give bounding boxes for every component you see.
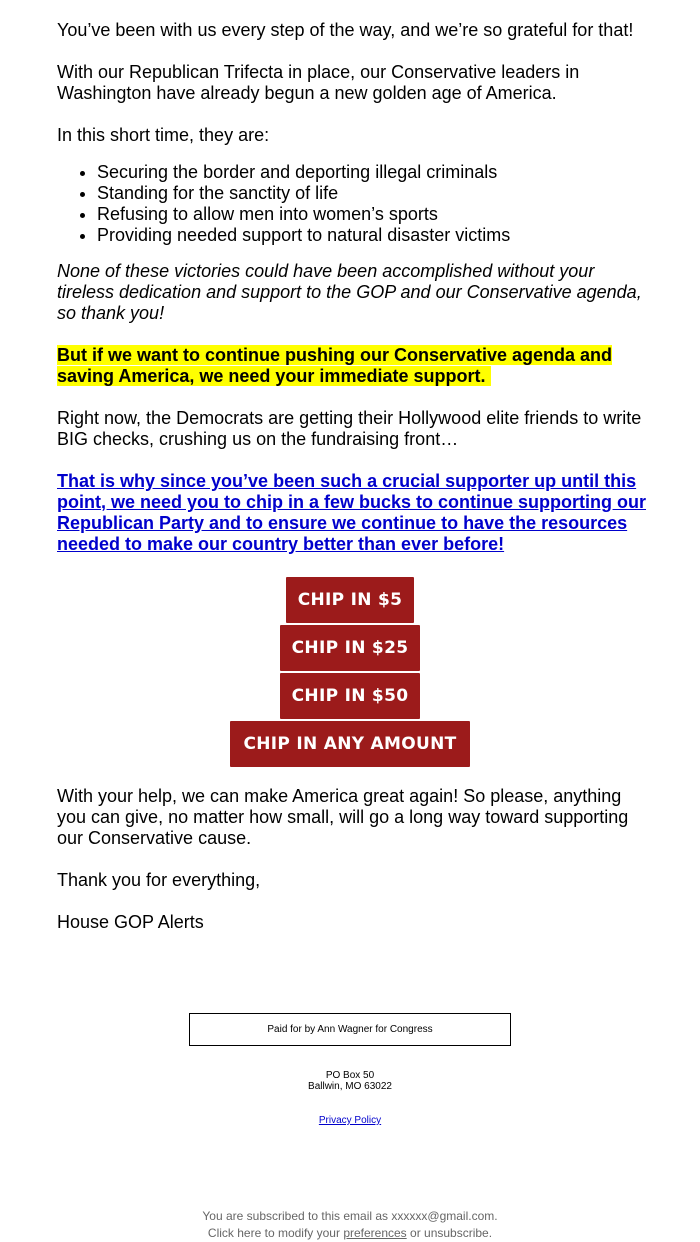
paragraph-help: With your help, we can make America great again! So please, anything you can give, no matter how small, will go a long way toward supporting our Conservative cause.: [57, 786, 629, 848]
list-item: • Refusing to allow men into women’s sports: [97, 204, 647, 225]
subscribed-text: You are subscribed to this email as: [202, 1209, 392, 1223]
signature: House GOP Alerts: [57, 912, 204, 932]
chip-in-25-button[interactable]: CHIP IN $25: [280, 625, 420, 671]
subscription-notice: [0, 1208, 700, 1242]
modify-text: Click here to modify your: [207, 1226, 344, 1240]
chip-in-any-amount-button[interactable]: CHIP IN ANY AMOUNT: [230, 721, 470, 767]
subscriber-email: xxxxxx@gmail.com: [391, 1209, 495, 1223]
paragraph-thank-you: None of these victories could have been accomplished without your tireless dedication and support to the GOP and our Conservative agenda, so thank you!: [57, 261, 642, 323]
mailing-address: [0, 1070, 700, 1092]
preferences-link[interactable]: preferences: [343, 1226, 407, 1240]
list-item: • Standing for the sanctity of life: [97, 183, 647, 204]
paragraph-highlight: [57, 345, 647, 387]
list-item: • Providing needed support to natural disaster victims: [97, 225, 647, 246]
address-line: Ballwin, MO 63022: [308, 1081, 392, 1092]
closing-section: [57, 786, 647, 933]
list-item: • Securing the border and deporting illegal criminals: [97, 162, 647, 183]
subscribed-suffix: .: [494, 1209, 498, 1223]
unsubscribe-text[interactable]: or unsubscribe.: [406, 1226, 493, 1240]
chip-in-5-button[interactable]: CHIP IN $5: [286, 577, 414, 623]
donation-buttons: [0, 577, 700, 769]
paragraph-short-time: In this short time, they are:: [57, 125, 270, 145]
paragraph-democrats: Right now, the Democrats are getting their Hollywood elite friends to write BIG checks, crushing us on the fundraising front…: [57, 408, 642, 449]
victories-list: [57, 162, 647, 246]
address-line: PO Box 50: [325, 1070, 375, 1081]
privacy-policy-link[interactable]: Privacy Policy: [318, 1115, 382, 1126]
highlighted-appeal: But if we want to continue pushing our Conservative agenda and saving America, we need your immediate support.: [57, 345, 613, 386]
donate-cta-link[interactable]: That is why since you’ve been such a crucial supporter up until this point, we need you to chip in a few bucks to continue supporting our Republican Party and to ensure we continue to have the resources needed to make our country better than ever before!: [57, 471, 647, 554]
email-body: [57, 20, 647, 555]
paragraph-trifecta: With our Republican Trifecta in place, our Conservative leaders in Washington have already begun a new golden age of America.: [57, 62, 580, 103]
chip-in-50-button[interactable]: CHIP IN $50: [280, 673, 420, 719]
privacy-section: [0, 1115, 700, 1126]
paragraph-thanks: Thank you for everything,: [57, 870, 261, 890]
paid-for-disclaimer: Paid for by Ann Wagner for Congress: [189, 1013, 511, 1046]
paragraph-grateful: You’ve been with us every step of the way, and we’re so grateful for that!: [57, 20, 634, 40]
